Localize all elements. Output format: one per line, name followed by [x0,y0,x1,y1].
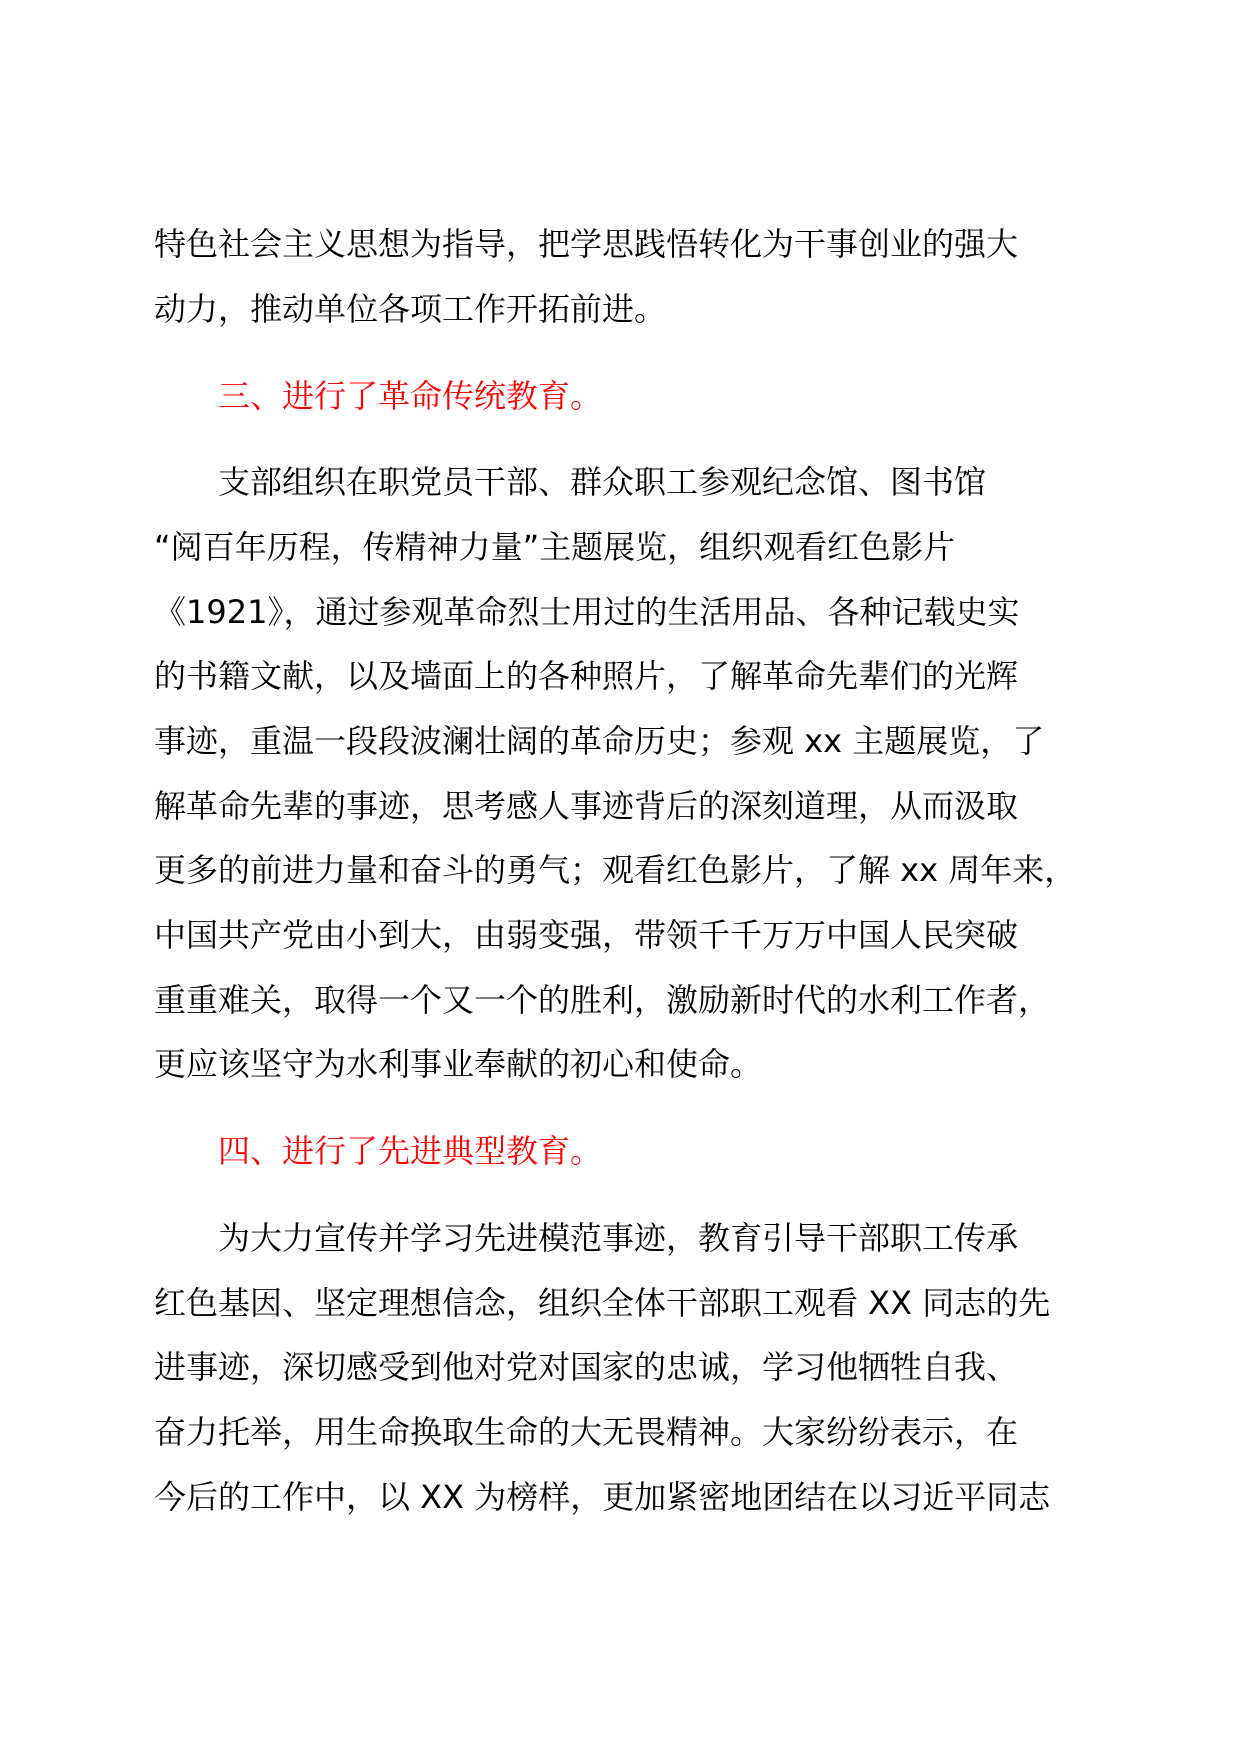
paragraph-line: 《1921》，通过参观革命烈士用过的生活用品、各种记载史实 [154,593,1020,631]
paragraph-line: 更多的前进力量和奋斗的勇气；观看红色影片，了解 xx 周年来， [154,851,1077,889]
paragraph-line: “阅百年历程，传精神力量”主题展览，组织观看红色影片 [154,528,956,566]
paragraph-line: 红色基因、坚定理想信念，组织全体干部职工观看 XX 同志的先 [154,1284,1051,1322]
paragraph-line: 解革命先辈的事迹，思考感人事迹背后的深刻道理，从而汲取 [154,787,1019,825]
section-heading-3: 三、进行了革命传统教育。 [218,377,603,415]
paragraph-line: 的书籍文献，以及墙面上的各种照片，了解革命先辈们的光辉 [154,657,1019,695]
section-heading-4: 四、进行了先进典型教育。 [218,1132,603,1170]
paragraph-line: 奋力托举，用生命换取生命的大无畏精神。大家纷纷表示，在 [154,1413,1019,1451]
paragraph-line: 进事迹，深切感受到他对党对国家的忠诚，学习他牺牲自我、 [154,1348,1019,1386]
paragraph-line: 更应该坚守为水利事业奉献的初心和使命。 [154,1045,763,1083]
paragraph-line: 动力，推动单位各项工作开拓前进。 [154,290,667,328]
paragraph-line: 重重难关，取得一个又一个的胜利，激励新时代的水利工作者， [154,981,1051,1019]
paragraph-line: 中国共产党由小到大，由弱变强，带领千千万万中国人民突破 [154,916,1019,954]
paragraph-line: 为大力宣传并学习先进模范事迹，教育引导干部职工传承 [218,1219,1019,1257]
paragraph-line: 今后的工作中，以 XX 为榜样，更加紧密地团结在以习近平同志 [154,1478,1051,1516]
paragraph-line: 支部组织在职党员干部、群众职工参观纪念馆、图书馆 [218,463,987,501]
paragraph-line: 事迹，重温一段段波澜壮阔的革命历史；参观 xx 主题展览，了 [154,722,1045,760]
paragraph-line: 特色社会主义思想为指导，把学思践悟转化为干事创业的强大 [154,225,1019,263]
